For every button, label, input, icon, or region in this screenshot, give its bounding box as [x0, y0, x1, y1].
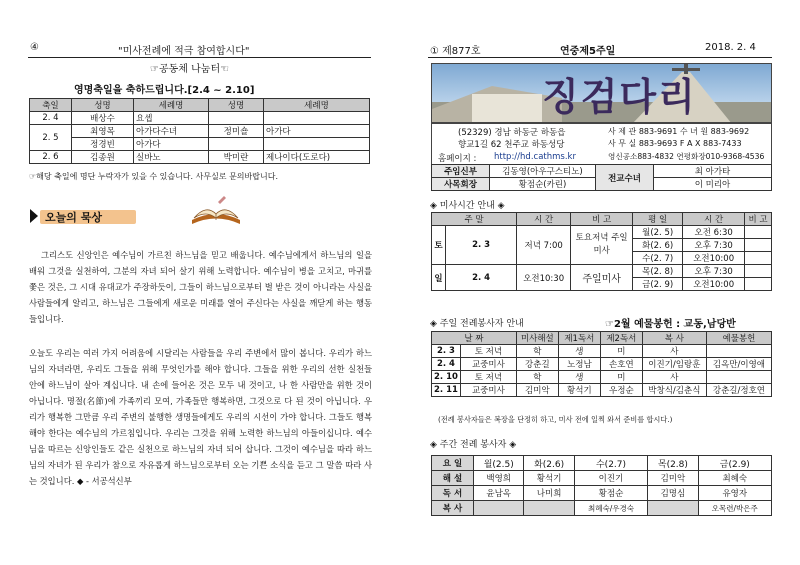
divider: [28, 57, 371, 58]
cell: 월(2. 5): [633, 226, 683, 239]
cell: 토 저녁: [460, 371, 516, 384]
col-header: 비 고: [571, 213, 633, 226]
motto: "미사전례에 적극 참여합시다": [118, 46, 250, 57]
cell: [745, 252, 772, 265]
cell: 윤남옥: [474, 486, 524, 501]
cell: 손호연: [600, 358, 642, 371]
cell: 2. 4: [446, 265, 517, 291]
cell: 수(2. 7): [633, 252, 683, 265]
meditation-title: 오늘의 묵상: [45, 211, 102, 224]
offering-note: ☞2월 예물봉헌 : 교동,남당반: [605, 319, 736, 330]
cell: 복 사: [432, 501, 474, 516]
table-row: [432, 501, 772, 516]
cell: [209, 138, 264, 151]
col-header: 제2독서: [600, 332, 642, 345]
col-header: 세례명: [134, 99, 209, 112]
address-line: 향교1길 62 천주교 하동성당: [458, 140, 565, 150]
contact-line: 영신공소883-4832 연평화장010-9368-4536: [608, 152, 765, 161]
table-row: [432, 345, 772, 358]
feast-table: [29, 98, 370, 164]
cell: 교중미사: [460, 384, 516, 397]
cell: 학: [516, 345, 558, 358]
page-number: ④: [30, 42, 39, 53]
cell: [745, 265, 772, 278]
table-row: [432, 358, 772, 371]
cell: 생: [558, 371, 600, 384]
col-header: 축일: [30, 99, 72, 112]
cell: 김동영(아우구스티노): [490, 165, 596, 178]
cell: 사: [642, 345, 706, 358]
cell: 김종원: [72, 151, 134, 164]
address-box: [431, 123, 772, 165]
meditation-paragraph-2: 오늘도 우리는 여러 가지 어려움에 시달리는 사람들을 우리 주변에서 많이 봅니다. 우리가 하느님의 자녀라면, 우리도 그들을 위해 무엇인가를 해야 합니다. 그들을 위한 우리의 선한 실천들 안에 하느님이 살아 계십니다. 내 손에 들어온 것은 모두 내 것이고, 나 한 사람만을 위한 것이 아닙니다. 명절(名節)에 가족끼리 모여, 가족들만 행복하면, 그것으로 다 된 것이 아닙니다. 우리가 행복한 그만큼 우리 주변의 불행한 생명들에게도 우리의 시선이 가야 합니다. 그들도 행복해야 한다는 예수님의 가르침입니다. 우리는 그것을 위해 노력한 하느님의 아들이십니다. 예수님을 따르는 신앙인들도 같은 실천으로 하느님의 자녀 되어 삽니다. 그것이 예수님을 따라 하느님의 자녀가 된 우리가 참으로 자유롭게 하느님으로부터 오는 기쁜 소식을 듣고 그 말씀 따라 사는 것입니다. ◆ - 서공석신부: [29, 348, 372, 486]
cell: 정미숄: [209, 125, 264, 138]
table-row: [432, 384, 772, 397]
mass-table: [431, 212, 772, 291]
cell: 독 서: [432, 486, 474, 501]
cell: 2. 3: [446, 226, 517, 265]
cell: 오후 7:30: [683, 265, 745, 278]
cell: 제나이다(도로다): [264, 151, 370, 164]
cell: [745, 239, 772, 252]
col-header: 화(2.6): [524, 456, 574, 471]
col-header: 성명: [209, 99, 264, 112]
cell: 2. 4: [432, 358, 461, 371]
cell: 박창식/김춘식: [642, 384, 706, 397]
address-line: (52329) 경남 하동군 하동읍: [458, 128, 566, 138]
cell: 최 아가타: [654, 165, 772, 178]
col-header: 평 일: [633, 213, 683, 226]
cell: 황석기: [558, 384, 600, 397]
cell: 실바노: [134, 151, 209, 164]
cell: 유영자: [698, 486, 771, 501]
col-header: 시 간: [517, 213, 571, 226]
cell: 황점순: [574, 486, 647, 501]
mass-section-title: ◈ 미사시간 안내 ◈: [430, 201, 505, 211]
cell: 최혜숙: [698, 471, 771, 486]
cell: 나미희: [524, 486, 574, 501]
banner-title: 징검다리: [542, 74, 697, 119]
divider: [428, 57, 772, 58]
servers-note: (전례 봉사자들은 복장을 단정히 하고, 미사 전에 일찍 와서 준비를 합시다.): [438, 415, 673, 424]
cell: 아가다수녀: [134, 125, 209, 138]
cell: 금(2. 9): [633, 278, 683, 291]
contact-line: 사 제 관 883-9691 수 녀 원 883-9692: [608, 127, 750, 136]
cell: [745, 226, 772, 239]
cell: 저녁 7:00: [517, 226, 571, 265]
feast-title: 영명축일을 축하드립니다.[2.4 ~ 2.10]: [74, 85, 255, 96]
issue-number: ① 제877호: [430, 46, 481, 57]
staff-table: [431, 164, 772, 191]
cell: 오전10:00: [683, 278, 745, 291]
cell: [648, 501, 698, 516]
cell: 2. 11: [432, 384, 461, 397]
col-header: 목(2.8): [648, 456, 698, 471]
book-icon: [188, 196, 244, 230]
cell: 사목회장: [432, 178, 490, 191]
cell: 전교수녀: [596, 165, 654, 191]
cell: 2. 5: [30, 125, 72, 151]
table-row: [30, 151, 370, 164]
cell: [524, 501, 574, 516]
cell: 미: [600, 345, 642, 358]
cell: 박미란: [209, 151, 264, 164]
cell: 백영희: [474, 471, 524, 486]
cell: [209, 112, 264, 125]
cell: 우정순: [600, 384, 642, 397]
cell: 아가다: [134, 138, 209, 151]
cell: 김옥만/이영애: [706, 358, 771, 371]
col-header: 예물봉헌: [706, 332, 771, 345]
table-row: [30, 138, 370, 151]
cell: 김미악: [648, 471, 698, 486]
col-header: 성명: [72, 99, 134, 112]
col-header: 복 사: [642, 332, 706, 345]
cell: 토: [432, 226, 446, 265]
col-header: 제1독서: [558, 332, 600, 345]
cell: 오전10:00: [683, 252, 745, 265]
cell: [264, 112, 370, 125]
cell: 이진기/임랑훈: [642, 358, 706, 371]
cell: 토 저녁: [460, 345, 516, 358]
cell: 김명심: [648, 486, 698, 501]
homepage-label: 홈페이지 :: [438, 154, 477, 164]
col-header: 비 고: [745, 213, 772, 226]
cell: 배상수: [72, 112, 134, 125]
cell: 최영목: [72, 125, 134, 138]
right-page: [400, 0, 800, 565]
table-row: [432, 486, 772, 501]
cell: [745, 278, 772, 291]
feast-note: ☞해당 축일에 명단 누락자가 있을 수 있습니다. 사무실로 문의바랍니다.: [29, 172, 278, 181]
cell: 생: [558, 345, 600, 358]
table-row: [432, 371, 772, 384]
cell: 오전10:30: [517, 265, 571, 291]
servers-section-title: ◈ 주일 전례봉사자 안내: [430, 319, 524, 329]
cell: 김미악: [516, 384, 558, 397]
cell: 2. 10: [432, 371, 461, 384]
table-row: [432, 471, 772, 486]
cell: 요셉: [134, 112, 209, 125]
cell: [474, 501, 524, 516]
cell: 황석기: [524, 471, 574, 486]
cell: [264, 138, 370, 151]
cell: [706, 371, 771, 384]
col-header: 미사해설: [516, 332, 558, 345]
cell: 아가다: [264, 125, 370, 138]
issue-date: 2018. 2. 4: [705, 42, 756, 53]
contact-line: 사 무 실 883-9693 F A X 883-7433: [608, 139, 742, 148]
col-header: 월(2.5): [474, 456, 524, 471]
cell: 이 미리아: [654, 178, 772, 191]
week-title: 연중제5주일: [560, 46, 616, 57]
cell: 교중미사: [460, 358, 516, 371]
weekday-section-title: ◈ 주간 전례 봉사자 ◈: [430, 440, 517, 450]
cell: 일: [432, 265, 446, 291]
banner: [431, 63, 772, 123]
servers-table: [431, 331, 772, 397]
cell: 강춘길/정호연: [706, 384, 771, 397]
arrow-icon: [30, 208, 38, 222]
col-header: 요 일: [432, 456, 474, 471]
cell: 사: [642, 371, 706, 384]
cell: 주일미사: [571, 265, 633, 291]
cell: 주임신부: [432, 165, 490, 178]
cell: 정경빈: [72, 138, 134, 151]
cell: 2. 3: [432, 345, 461, 358]
col-header: 날 짜: [432, 332, 517, 345]
cell: 이진기: [574, 471, 647, 486]
table-row: [30, 125, 370, 138]
col-header: 주 말: [432, 213, 517, 226]
cell: 화(2. 6): [633, 239, 683, 252]
cell: 2. 6: [30, 151, 72, 164]
cell: 오목련/박은주: [698, 501, 771, 516]
cell: 오후 7:30: [683, 239, 745, 252]
col-header: 금(2.9): [698, 456, 771, 471]
cell: 미: [600, 371, 642, 384]
cell: 노정남: [558, 358, 600, 371]
cell: 황점순(카린): [490, 178, 596, 191]
cell: 오전 6:30: [683, 226, 745, 239]
cell: 해 설: [432, 471, 474, 486]
col-header: 시 간: [683, 213, 745, 226]
meditation-paragraph-1: 그리스도 신앙인은 예수님이 가르친 하느님을 믿고 배웁니다. 예수님에게서 하느님의 일을 배워 그것을 실천하여, 그분의 자녀 되어 살기 위해 노력합니다. 예수님이 병을 고치고, 마귀를 쫓은 것은, 그 시대 유대교가 주장하듯이, 그들이 하느님으로부터 벌 받은 것이 아니라는 사실을 사람들에게 알리고, 하느님은 그들에게 새로운 미래를 열어 주신다는 사실을 깨닫게 하는 행동들입니다.: [29, 250, 372, 324]
cell: 최혜숙/우경숙: [574, 501, 647, 516]
cell: 2. 4: [30, 112, 72, 125]
homepage-link[interactable]: http://hd.cathms.kr: [494, 152, 576, 162]
cell: [706, 345, 771, 358]
cell: 학: [516, 371, 558, 384]
weekday-table: [431, 455, 772, 516]
table-row: [30, 112, 370, 125]
cell: 목(2. 8): [633, 265, 683, 278]
col-header: 세례명: [264, 99, 370, 112]
share-title: ☞공동체 나눔터☜: [150, 64, 230, 75]
col-header: 수(2.7): [574, 456, 647, 471]
cell: 토요저녁 주일미사: [571, 226, 633, 265]
cell: 강춘길: [516, 358, 558, 371]
